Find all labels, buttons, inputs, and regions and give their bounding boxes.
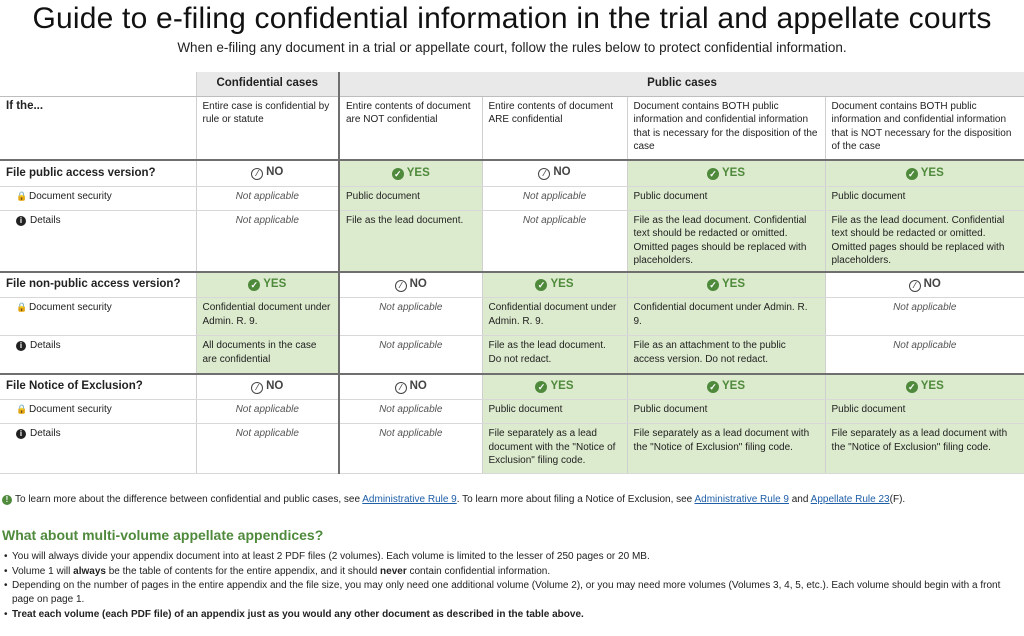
appellate-rule-23-link[interactable]: Appellate Rule 23 [810, 494, 890, 505]
table-cell: Public document [825, 400, 1024, 424]
table-cell: File as the lead document. Do not redact. [482, 336, 627, 374]
appendix-heading: What about multi-volume appellate appendices? [2, 527, 324, 543]
table-cell: Not applicable [196, 186, 339, 210]
details-label: i Details [0, 336, 196, 374]
table-cell: Public document [339, 186, 482, 210]
public-cases-header: Public cases [339, 72, 1024, 96]
table-cell: Confidential document under Admin. R. 9. [196, 298, 339, 336]
check-circle-icon: ✓ [707, 279, 719, 291]
yes-answer: ✓ YES [627, 160, 825, 186]
document-security-label: 🔒 Document security [0, 400, 196, 424]
prohibited-icon: ⁄ [395, 382, 407, 394]
table-cell: All documents in the case are confidential [196, 336, 339, 374]
check-circle-icon: ✓ [535, 279, 547, 291]
list-item: • You will always divide your appendix document into at least 2 PDF files (2 volumes). Each volume is limited to the lesser of 250 pages or 20 MB. [4, 549, 1020, 564]
info-icon: i [16, 216, 26, 226]
prohibited-icon: ⁄ [538, 168, 550, 180]
check-circle-icon: ✓ [906, 168, 918, 180]
table-cell: File separately as a lead document with the "Notice of Exclusion" filing code. [482, 424, 627, 474]
column-header: Entire contents of document ARE confidential [482, 96, 627, 160]
yes-answer: ✓ YES [339, 160, 482, 186]
section-question: File non-public access version? [0, 272, 196, 298]
lock-icon: 🔒 [16, 190, 28, 201]
no-answer: ⁄ NO [196, 374, 339, 400]
prohibited-icon: ⁄ [909, 280, 921, 292]
column-header: Document contains BOTH public information and confidential information that is necessary for the disposition of the case [627, 96, 825, 160]
list-item: • Volume 1 will always be the table of contents for the entire appendix, and it should never contain confidential information. [4, 564, 1020, 579]
yes-answer: ✓ YES [627, 374, 825, 400]
learn-more-note: ! To learn more about the difference between confidential and public cases, see Administrative Rule 9. To learn more about filing a Notice of Exclusion, see Administrative Rule 9 and Appellate Rule 23(F). [2, 494, 1022, 505]
yes-answer: ✓ YES [825, 160, 1024, 186]
no-answer: ⁄ NO [482, 160, 627, 186]
check-circle-icon: ✓ [707, 168, 719, 180]
prohibited-icon: ⁄ [395, 280, 407, 292]
table-cell: File as the lead document. Confidential text should be redacted or omitted. Omitted pages should be replaced with placeholders. [627, 210, 825, 272]
page-subtitle: When e-filing any document in a trial or appellate court, follow the rules below to protect confidential information. [177, 40, 847, 55]
yes-answer: ✓ YES [627, 272, 825, 298]
document-security-label: 🔒 Document security [0, 298, 196, 336]
table-cell: Not applicable [825, 336, 1024, 374]
table-cell: Public document [482, 400, 627, 424]
table-cell: Not applicable [339, 400, 482, 424]
table-cell: Not applicable [482, 186, 627, 210]
table-cell: Public document [627, 186, 825, 210]
check-circle-icon: ✓ [535, 381, 547, 393]
page-title: Guide to e-filing confidential information in the trial and appellate courts [32, 2, 992, 35]
info-icon: ! [2, 495, 12, 505]
yes-answer: ✓ YES [482, 272, 627, 298]
admin-rule-9-link-2[interactable]: Administrative Rule 9 [694, 494, 789, 505]
table-cell: File as the lead document. [339, 210, 482, 272]
yes-answer: ✓ YES [482, 374, 627, 400]
section-question: File public access version? [0, 160, 196, 186]
header-blank [0, 72, 196, 96]
check-circle-icon: ✓ [392, 168, 404, 180]
list-item: • Treat each volume (each PDF file) of an appendix just as you would any other document as described in the table above. [4, 607, 1020, 622]
if-the-label: If the... [0, 96, 196, 160]
yes-answer: ✓ YES [825, 374, 1024, 400]
table-cell: Not applicable [339, 298, 482, 336]
info-icon: i [16, 429, 26, 439]
no-answer: ⁄ NO [196, 160, 339, 186]
info-icon: i [16, 341, 26, 351]
check-circle-icon: ✓ [906, 381, 918, 393]
admin-rule-9-link[interactable]: Administrative Rule 9 [362, 494, 457, 505]
efiling-guide-table [0, 72, 1024, 474]
lock-icon: 🔒 [16, 302, 28, 312]
table-cell: Not applicable [825, 298, 1024, 336]
table-cell: Public document [627, 400, 825, 424]
table-cell: Not applicable [339, 336, 482, 374]
table-cell: File separately as a lead document with the "Notice of Exclusion" filing code. [825, 424, 1024, 474]
table-cell: Not applicable [196, 424, 339, 474]
section-question: File Notice of Exclusion? [0, 374, 196, 400]
column-header: Document contains BOTH public information and confidential information that is NOT necessary for the disposition of the case [825, 96, 1024, 160]
check-circle-icon: ✓ [707, 381, 719, 393]
list-item: • Depending on the number of pages in the entire appendix and the file size, you may only need one additional volume (Volume 2), or you may need more volumes (Volumes 3, 4, 5, etc.). Each volume should begin with a front page on page 1. [4, 579, 1020, 607]
table-cell: Not applicable [339, 424, 482, 474]
table-cell: Not applicable [196, 400, 339, 424]
table-cell: File separately as a lead document with the "Notice of Exclusion" filing code. [627, 424, 825, 474]
document-security-label: 🔒 Document security [0, 186, 196, 210]
table-cell: Public document [825, 186, 1024, 210]
table-cell: Not applicable [482, 210, 627, 272]
details-label: i Details [0, 424, 196, 474]
prohibited-icon: ⁄ [251, 382, 263, 394]
table-cell: File as an attachment to the public access version. Do not redact. [627, 336, 825, 374]
confidential-cases-header: Confidential cases [196, 72, 339, 96]
check-circle-icon: ✓ [248, 279, 260, 291]
table-cell: Confidential document under Admin. R. 9. [627, 298, 825, 336]
no-answer: ⁄ NO [339, 374, 482, 400]
column-header: Entire contents of document are NOT confidential [339, 96, 482, 160]
appendix-bullets [4, 549, 1020, 622]
no-answer: ⁄ NO [825, 272, 1024, 298]
table-cell: Not applicable [196, 210, 339, 272]
yes-answer: ✓ YES [196, 272, 339, 298]
details-label: i Details [0, 210, 196, 272]
no-answer: ⁄ NO [339, 272, 482, 298]
table-cell: File as the lead document. Confidential text should be redacted or omitted. Omitted pages should be replaced with placeholders. [825, 210, 1024, 272]
prohibited-icon: ⁄ [251, 168, 263, 180]
lock-icon: 🔒 [16, 404, 28, 414]
column-header: Entire case is confidential by rule or statute [196, 96, 339, 160]
table-cell: Confidential document under Admin. R. 9. [482, 298, 627, 336]
